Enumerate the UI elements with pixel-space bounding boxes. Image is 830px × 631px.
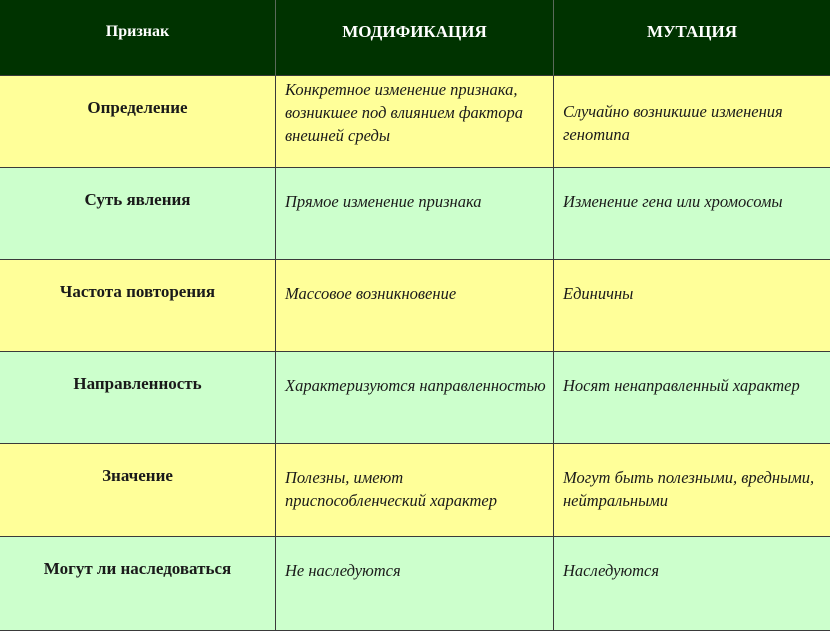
- cell-direction-mutation: Носят ненаправленный характер: [554, 352, 830, 444]
- cell-frequency-mutation: Единичны: [554, 260, 830, 352]
- cell-direction-modification: Характеризуются направленностью: [276, 352, 554, 444]
- cell-significance-modification: Полезны, имеют приспособленческий характер: [276, 444, 554, 537]
- header-cell-feature: Признак: [0, 0, 276, 76]
- row-label-heredity: Могут ли наследоваться: [0, 537, 276, 631]
- cell-significance-mutation: Могут быть полезными, вредными, нейтральными: [554, 444, 830, 537]
- cell-heredity-modification: Не наследуются: [276, 537, 554, 631]
- cell-heredity-mutation: Наследуются: [554, 537, 830, 631]
- header-cell-mutation: МУТАЦИЯ: [554, 0, 830, 76]
- row-label-definition: Определение: [0, 76, 276, 168]
- cell-essence-mutation: Изменение гена или хромосомы: [554, 168, 830, 260]
- row-label-direction: Направленность: [0, 352, 276, 444]
- cell-frequency-modification: Массовое возникновение: [276, 260, 554, 352]
- header-cell-modification: МОДИФИКАЦИЯ: [276, 0, 554, 76]
- row-label-essence: Суть явления: [0, 168, 276, 260]
- row-label-significance: Значение: [0, 444, 276, 537]
- cell-essence-modification: Прямое изменение признака: [276, 168, 554, 260]
- cell-definition-mutation: Случайно возникшие изменения генотипа: [554, 76, 830, 168]
- cell-definition-modification: Конкретное изменение признака, возникшее под влиянием фактора внешней среды: [276, 76, 554, 168]
- row-label-frequency: Частота повторения: [0, 260, 276, 352]
